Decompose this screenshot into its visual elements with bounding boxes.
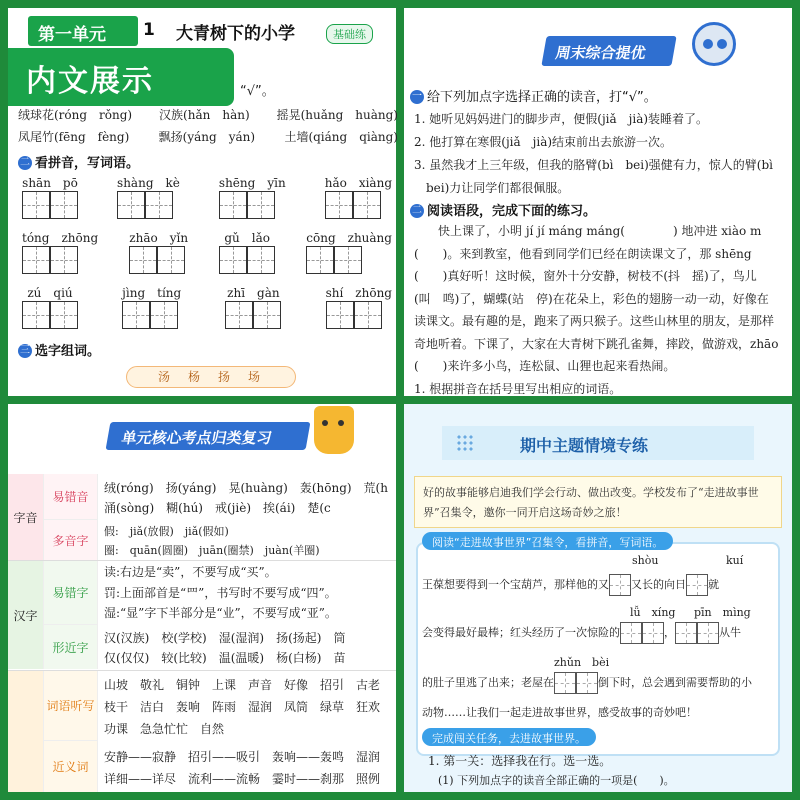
pinyin-text: hǎo xiàng	[324, 176, 392, 190]
robot-eye	[717, 39, 727, 49]
writing-box[interactable]	[219, 191, 247, 219]
pinyin-text: shí zhōng	[325, 286, 392, 300]
category-content	[104, 746, 380, 790]
p2-q1-title: 给下列加点字选择正确的读音，打“√”。	[427, 90, 657, 105]
writing-box[interactable]	[145, 191, 173, 219]
writing-box[interactable]	[22, 191, 50, 219]
sentence-text: ，	[664, 626, 675, 639]
answer-box[interactable]	[675, 622, 697, 644]
content-line: 仅(仅仅) 较(比较) 温(温暖) 杨(白杨) 苗	[104, 651, 346, 665]
pinyin-cell	[22, 174, 78, 219]
writing-box[interactable]	[150, 301, 178, 329]
pinyin-row	[22, 229, 392, 274]
passage-line: (叫 鸣)了，蝴蝶(站 停)在花朵上，彩色的翅膀一动一动，好像在	[414, 291, 769, 306]
writing-box[interactable]	[334, 246, 362, 274]
unit-tag: 第一单元	[28, 16, 138, 46]
answer-box[interactable]	[697, 622, 719, 644]
passage-line: 快上课了，小明 jí jí máng máng( ) 地冲进 xiào m	[438, 224, 762, 238]
trophy-eye	[322, 420, 328, 426]
question-number-icon: 二	[20, 156, 30, 168]
content-line: 汉(汉族) 校(学校) 湿(湿润) 扬(扬起) 筒	[104, 631, 346, 645]
writing-box[interactable]	[306, 246, 334, 274]
pinyin-label: kuí	[726, 554, 744, 567]
robot-eye	[703, 39, 713, 49]
q1-line-1	[18, 106, 398, 123]
pinyin-cell	[326, 284, 392, 329]
panel-weekend-review	[404, 8, 792, 396]
p2-q1-line: 2. 他打算在寒假(jiǎ jià)结束前出去旅游一次。	[414, 135, 673, 149]
pinyin-cell	[122, 284, 181, 329]
pinyin-text: shān pō	[22, 176, 78, 190]
category-content	[104, 478, 388, 518]
sentence-text: 王葆想要得到一个宝葫芦，那样他的又	[422, 578, 609, 591]
content-line: 读:右边是“卖”，不要写成“买”。	[104, 565, 277, 579]
category-content	[104, 674, 380, 740]
pinyin-label: pīn mìng	[694, 606, 751, 619]
weekend-banner	[541, 36, 676, 66]
pinyin-text: gǔ lǎo	[224, 231, 270, 245]
task1-bar: 阅读“走进故事世界”召集令，看拼音，写词语。	[422, 532, 673, 550]
pinyin-row	[22, 284, 392, 329]
answer-box[interactable]	[642, 622, 664, 644]
sentence-text: 倒下时，总会遇到需要帮助的小	[598, 676, 752, 689]
category-content	[104, 522, 320, 560]
weekend-banner-text: 周末综合提优	[554, 44, 648, 62]
pinyin-cell	[22, 229, 98, 274]
content-line: 枝干 洁白 轰响 阵雨 湿润 凤筒 绿草 狂欢	[104, 700, 381, 714]
panel-midterm-practice	[404, 404, 792, 792]
trophy-mascot-icon	[314, 406, 354, 454]
pinyin-text: shēng yīn	[218, 176, 286, 190]
review-banner	[106, 422, 311, 450]
writing-box[interactable]	[22, 301, 50, 329]
pinyin-cell	[219, 229, 275, 274]
question-number-icon: 三	[20, 344, 30, 356]
robot-mascot-icon	[692, 22, 736, 66]
q1-line-2	[18, 128, 398, 145]
pinyin-text: shàng kè	[117, 176, 180, 190]
panel-basic-practice	[8, 8, 396, 396]
review-banner-text: 单元核心考点归类复习	[120, 429, 274, 447]
dot-grid-icon	[456, 434, 474, 452]
sentence-text: 的肚子里逃了出来；老屋在	[422, 676, 554, 689]
writing-box[interactable]	[353, 191, 381, 219]
category-main: 字音	[8, 474, 44, 560]
pinyin-text: cōng zhuàng	[306, 231, 392, 245]
midterm-title: 期中主题情境专练	[442, 426, 754, 460]
content-line: 罚:上面部首是“罒”，书写时不要写成“四”。	[104, 585, 337, 600]
answer-box[interactable]	[686, 574, 708, 596]
content-line: 安静——寂静 招引——吸引 轰响——轰鸣 湿润	[104, 750, 381, 764]
content-line: 山坡 敬礼 铜钟 上课 声音 好像 招引 古老	[104, 678, 381, 692]
pinyin-text: zú qiú	[27, 286, 73, 300]
sentence-text: 就	[708, 578, 719, 591]
q1-item: 土墙(qiáng qiàng)	[284, 130, 398, 144]
category-main	[8, 671, 44, 792]
q3-title: 选字组词。	[35, 344, 101, 359]
q1-tail: “√”。	[240, 84, 275, 99]
content-line: 圈: quān(圆圈) juān(圈禁) juàn(羊圈)	[104, 544, 320, 557]
question-number-icon: 二	[412, 204, 422, 216]
reading-passage	[414, 220, 778, 423]
pinyin-text: zhāo yǐn	[129, 231, 189, 245]
writing-box[interactable]	[253, 301, 281, 329]
sentence-text: 会变得最好最棒；红头经历了一次惊险的	[422, 626, 620, 639]
question-number-icon: 一	[412, 90, 422, 102]
basic-practice-tag: 基础练	[326, 24, 373, 44]
writing-box[interactable]	[50, 301, 78, 329]
category-sub: 近义词	[44, 741, 98, 792]
writing-box[interactable]	[117, 191, 145, 219]
panel-core-review	[8, 404, 396, 792]
writing-box[interactable]	[122, 301, 150, 329]
pinyin-cell	[22, 284, 78, 329]
q1-item: 凤尾竹(fēng fèng)	[18, 130, 130, 144]
intro-box: 好的故事能够启迪我们学会行动、做出改变。学校发布了“走进故事世界”召集令，邀你一同开启这场奇妙之旅！	[414, 476, 782, 528]
p2-q1-line: 3. 虽然我才上三年级，但我的胳臂(bì bei)强健有力，惊人的臂(bì	[414, 158, 773, 172]
passage-line: ( )真好听！这时候，窗外十分安静，树枝不(抖 摇)了，鸟儿	[414, 269, 757, 283]
p2-q1-line: bei)力让同学们都很佩服。	[414, 181, 570, 195]
writing-box[interactable]	[325, 191, 353, 219]
pinyin-text: tóng zhōng	[22, 231, 99, 245]
p2-q1-lines	[414, 108, 773, 200]
answer-box[interactable]	[609, 574, 631, 596]
writing-box[interactable]	[157, 246, 185, 274]
passage-line: 读课文。最有趣的是，跑来了两只猴子。这些山林里的朋友，是那样	[414, 314, 775, 328]
writing-box[interactable]	[129, 246, 157, 274]
category-sub: 多音字	[44, 520, 98, 560]
content-line: 湿:“显”字下半部分是“业”，不要写成“亚”。	[104, 606, 337, 620]
fill-line-2	[422, 622, 741, 644]
pinyin-text: jìng tíng	[122, 286, 182, 300]
p2-q2-title: 阅读语段，完成下面的练习。	[427, 204, 597, 219]
pinyin-label: lǚ xíng	[630, 606, 676, 619]
category-main: 汉字	[8, 561, 44, 669]
category-content	[104, 628, 345, 668]
pinyin-label: shòu	[632, 554, 659, 567]
writing-box[interactable]	[247, 246, 275, 274]
passage-line: ( )来许多小鸟，连松鼠、山狸也起来看热闹。	[414, 359, 676, 373]
sentence-text: 从牛	[719, 626, 741, 639]
pinyin-label: zhǔn bèi	[554, 656, 610, 669]
pinyin-cell	[306, 229, 392, 274]
content-line: 绒(róng) 扬(yáng) 晃(huàng) 轰(hōng) 荒(h	[104, 481, 388, 495]
q1-item: 绒球花(róng rǒng)	[18, 108, 133, 122]
writing-box[interactable]	[225, 301, 253, 329]
writing-box[interactable]	[50, 191, 78, 219]
content-line: 功课 急急忙忙 自然	[104, 722, 225, 736]
category-sub: 易错字	[44, 561, 98, 625]
p2-q2-heading	[410, 200, 596, 219]
q1-item: 飘扬(yáng yán)	[158, 130, 256, 144]
q1-text: 1. 第一关：选择我在行。选一选。	[428, 754, 612, 768]
sentence-text: 又长的向日	[631, 578, 686, 591]
p2-q1-line: 1. 她听见妈妈进门的脚步声，便假(jiǎ jià)装睡着了。	[414, 112, 709, 126]
pinyin-grid	[22, 174, 392, 329]
passage-line: 奇地听着。下课了，大家在大青树下跳孔雀舞，摔跤，做游戏，zhāo	[414, 336, 779, 351]
review-table	[8, 474, 396, 792]
q1-item: 汉族(hǎn hàn)	[159, 108, 250, 122]
pinyin-cell	[129, 229, 188, 274]
q1-sub-text: (1) 下列加点字的读音全部正确的一项是( )。	[438, 774, 675, 787]
answer-box[interactable]	[576, 672, 598, 694]
inner-preview-badge: 内文展示	[8, 48, 234, 106]
category-sub: 词语听写	[44, 671, 98, 741]
writing-box[interactable]	[247, 191, 275, 219]
pinyin-cell	[225, 284, 281, 329]
lesson-number: 1	[143, 20, 155, 40]
q2-title: 看拼音，写词语。	[35, 156, 140, 171]
fill-line-4: 动物……让我们一起走进故事世界，感受故事的奇妙吧！	[422, 706, 697, 719]
pinyin-text: zhī gàn	[227, 286, 280, 300]
p2-q1-heading	[410, 86, 657, 105]
passage-subquestion: 1. 根据拼音在括号里写出相应的词语。	[414, 381, 622, 396]
q2-heading	[18, 152, 139, 171]
pinyin-cell	[117, 174, 180, 219]
pinyin-cell	[325, 174, 392, 219]
category-sub: 易错音	[44, 474, 98, 520]
lesson-title: 大青树下的小学	[176, 24, 295, 44]
pinyin-cell	[219, 174, 286, 219]
writing-box[interactable]	[50, 246, 78, 274]
pinyin-row	[22, 174, 392, 219]
q1-item: 摇晃(huǎng huàng)	[276, 108, 398, 122]
content-line: 详细——详尽 流利——流畅 霎时——刹那 照例	[104, 772, 381, 786]
fill-line-3	[422, 672, 752, 694]
writing-box[interactable]	[219, 246, 247, 274]
task2-bar: 完成闯关任务，去进故事世界。	[422, 728, 596, 746]
char-choice-banner: 汤杨扬场	[126, 366, 296, 388]
answer-box[interactable]	[620, 622, 642, 644]
category-content	[104, 562, 337, 624]
writing-box[interactable]	[354, 301, 382, 329]
passage-line: ( )。来到教室，他看到同学们已经在朗读课文了，那 shēng	[414, 246, 752, 261]
writing-box[interactable]	[326, 301, 354, 329]
fill-line-1	[422, 574, 719, 596]
writing-box[interactable]	[22, 246, 50, 274]
content-line: 涌(sòng) 糊(hú) 戒(jiè) 挨(ái) 楚(c	[104, 501, 331, 515]
content-line: 假: jiǎ(放假) jiǎ(假如)	[104, 525, 229, 538]
trophy-eye	[338, 420, 344, 426]
q3-heading	[18, 340, 100, 359]
category-sub: 形近字	[44, 625, 98, 669]
answer-box[interactable]	[554, 672, 576, 694]
